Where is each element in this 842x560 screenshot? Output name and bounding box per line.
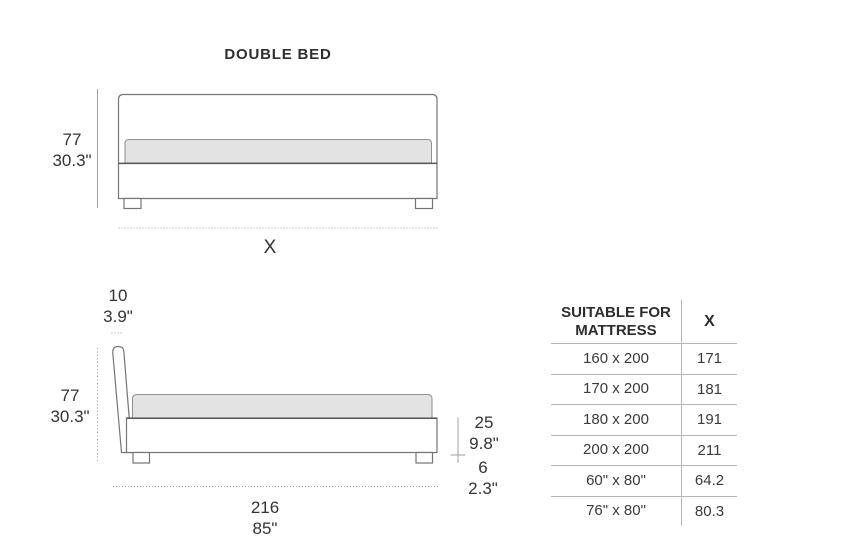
front-width-label: X	[263, 237, 277, 258]
front-left-leg	[124, 199, 141, 209]
front-height-cm: 77	[62, 130, 82, 149]
side-right-leg	[416, 453, 433, 464]
table-row	[551, 344, 737, 375]
leg-cm: 6	[478, 458, 488, 477]
mattress-size-cell: 160 x 200	[551, 344, 682, 374]
table-row	[551, 405, 737, 436]
side-height-label	[50, 385, 89, 427]
table-row	[551, 436, 737, 467]
leg-in: 2.3"	[468, 479, 498, 498]
length-in: 85"	[252, 519, 278, 538]
front-height-in: 30.3"	[52, 151, 92, 170]
mattress-size-cell: 60" x 80"	[551, 466, 682, 496]
headboard-thickness-label	[103, 285, 133, 327]
front-mattress	[125, 140, 432, 164]
table-header-x: X	[704, 312, 715, 330]
side-bed-base	[127, 418, 438, 453]
x-value-cell: 181	[696, 380, 723, 398]
table-header-mattress: SUITABLE FOR MATTRESS	[551, 300, 682, 343]
diagram-title: DOUBLE BED	[224, 46, 332, 63]
platform-in: 9.8"	[469, 434, 499, 453]
mattress-size-table	[551, 300, 737, 526]
mattress-size-cell: 200 x 200	[551, 436, 682, 466]
x-value-cell: 211	[697, 441, 722, 459]
mattress-size-cell: 170 x 200	[551, 375, 682, 405]
x-value-cell: 64.2	[694, 472, 725, 490]
headboard-cm: 10	[108, 286, 128, 305]
length-cm: 216	[250, 498, 280, 517]
leg-height-label	[468, 457, 498, 499]
x-value-cell: 80.3	[694, 502, 725, 520]
side-height-in: 30.3"	[50, 407, 90, 426]
side-view-drawing	[98, 333, 466, 487]
side-height-cm: 77	[60, 386, 80, 405]
table-row	[551, 375, 737, 406]
table-row	[551, 466, 737, 497]
headboard-in: 3.9"	[103, 307, 133, 326]
x-value-cell: 191	[696, 411, 723, 429]
front-height-label	[52, 129, 91, 171]
mattress-size-cell: 180 x 200	[551, 405, 682, 435]
table-header	[551, 300, 737, 344]
side-mattress	[133, 395, 433, 419]
table-row	[551, 497, 737, 527]
platform-cm: 25	[474, 413, 494, 432]
front-view-drawing	[98, 89, 439, 228]
side-left-leg	[133, 453, 150, 464]
front-right-leg	[416, 199, 433, 209]
x-value-cell: 171	[696, 350, 723, 368]
platform-height-label	[469, 412, 499, 454]
bed-length-label	[251, 497, 279, 539]
mattress-size-cell: 76" x 80"	[551, 497, 682, 527]
